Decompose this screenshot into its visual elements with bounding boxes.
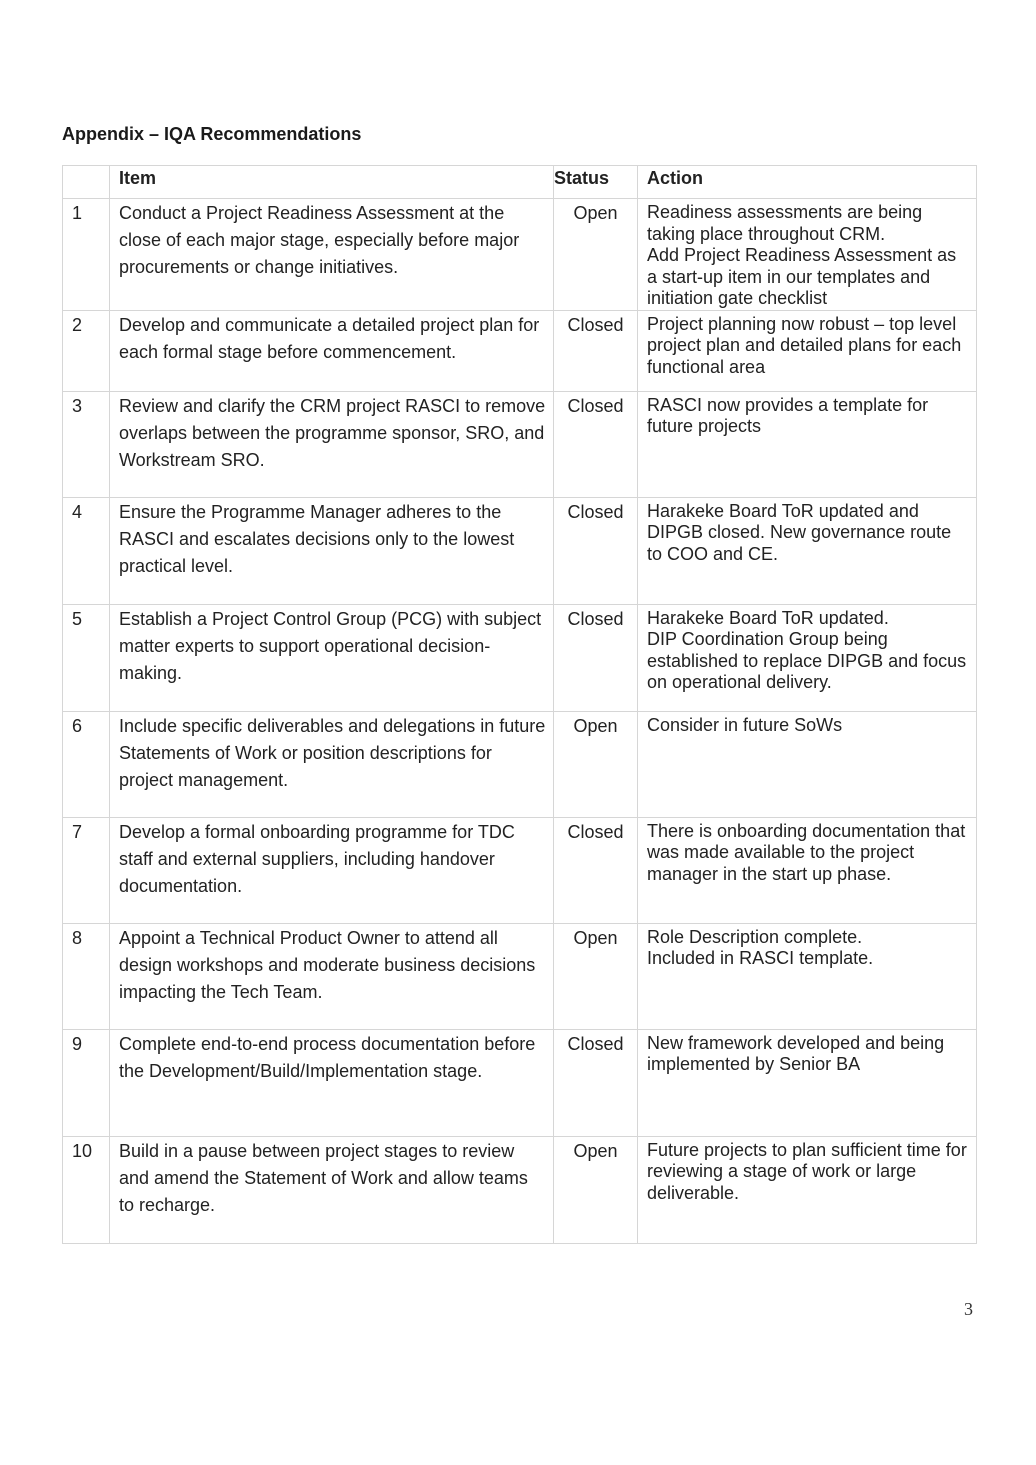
row-status: Closed — [554, 310, 638, 391]
table-row — [63, 199, 977, 311]
header-number — [63, 166, 110, 199]
row-item: Build in a pause between project stages to review and amend the Statement of Work and allow teams to recharge. — [110, 1136, 554, 1243]
header-item: Item — [110, 166, 554, 199]
row-status: Closed — [554, 604, 638, 711]
row-number: 7 — [63, 817, 110, 923]
table-row — [63, 711, 977, 817]
row-status: Open — [554, 923, 638, 1029]
row-number: 8 — [63, 923, 110, 1029]
table-row — [63, 391, 977, 497]
row-item: Complete end-to-end process documentation before the Development/Build/Implementation stage. — [110, 1029, 554, 1136]
page-heading: Appendix – IQA Recommendations — [62, 124, 362, 144]
row-item: Ensure the Programme Manager adheres to the RASCI and escalates decisions only to the lowest practical level. — [110, 497, 554, 604]
page-number: 3 — [964, 1299, 973, 1319]
row-item: Develop and communicate a detailed project plan for each formal stage before commencement. — [110, 310, 554, 391]
row-number: 3 — [63, 391, 110, 497]
row-number: 10 — [63, 1136, 110, 1243]
row-number: 4 — [63, 497, 110, 604]
row-status: Closed — [554, 817, 638, 923]
row-item: Include specific deliverables and delegations in future Statements of Work or position descriptions for project management. — [110, 711, 554, 817]
row-status: Open — [554, 711, 638, 817]
row-action: RASCI now provides a template for future projects — [638, 391, 977, 497]
row-action: New framework developed and being implemented by Senior BA — [638, 1029, 977, 1136]
row-status: Closed — [554, 497, 638, 604]
row-number: 6 — [63, 711, 110, 817]
row-number: 9 — [63, 1029, 110, 1136]
row-action: Readiness assessments are being taking place throughout CRM. Add Project Readiness Assessment as a start-up item in our templates and initiation gate checklist — [638, 199, 977, 311]
header-status: Status — [554, 166, 638, 199]
row-item: Conduct a Project Readiness Assessment at the close of each major stage, especially before major procurements or change initiatives. — [110, 199, 554, 311]
table-row — [63, 604, 977, 711]
row-item: Develop a formal onboarding programme for TDC staff and external suppliers, including handover documentation. — [110, 817, 554, 923]
row-action: Role Description complete. Included in RASCI template. — [638, 923, 977, 1029]
row-item: Review and clarify the CRM project RASCI to remove overlaps between the programme sponsor, SRO, and Workstream SRO. — [110, 391, 554, 497]
table-row — [63, 817, 977, 923]
header-action: Action — [638, 166, 977, 199]
row-action: Future projects to plan sufficient time for reviewing a stage of work or large deliverable. — [638, 1136, 977, 1243]
row-action: Consider in future SoWs — [638, 711, 977, 817]
table-row — [63, 497, 977, 604]
iqa-recommendations-table — [62, 165, 977, 1244]
row-item: Establish a Project Control Group (PCG) with subject matter experts to support operational decision-making. — [110, 604, 554, 711]
row-status: Open — [554, 199, 638, 311]
table-row — [63, 1136, 977, 1243]
table-row — [63, 1029, 977, 1136]
row-action: Project planning now robust – top level project plan and detailed plans for each functional area — [638, 310, 977, 391]
row-status: Open — [554, 1136, 638, 1243]
table-row — [63, 310, 977, 391]
row-status: Closed — [554, 391, 638, 497]
table-header-row — [63, 166, 977, 199]
row-status: Closed — [554, 1029, 638, 1136]
table-row — [63, 923, 977, 1029]
row-item: Appoint a Technical Product Owner to attend all design workshops and moderate business decisions impacting the Tech Team. — [110, 923, 554, 1029]
row-action: Harakeke Board ToR updated and DIPGB closed. New governance route to COO and CE. — [638, 497, 977, 604]
row-number: 2 — [63, 310, 110, 391]
row-action: Harakeke Board ToR updated. DIP Coordination Group being established to replace DIPGB and focus on operational delivery. — [638, 604, 977, 711]
row-number: 1 — [63, 199, 110, 311]
row-action: There is onboarding documentation that was made available to the project manager in the start up phase. — [638, 817, 977, 923]
row-number: 5 — [63, 604, 110, 711]
